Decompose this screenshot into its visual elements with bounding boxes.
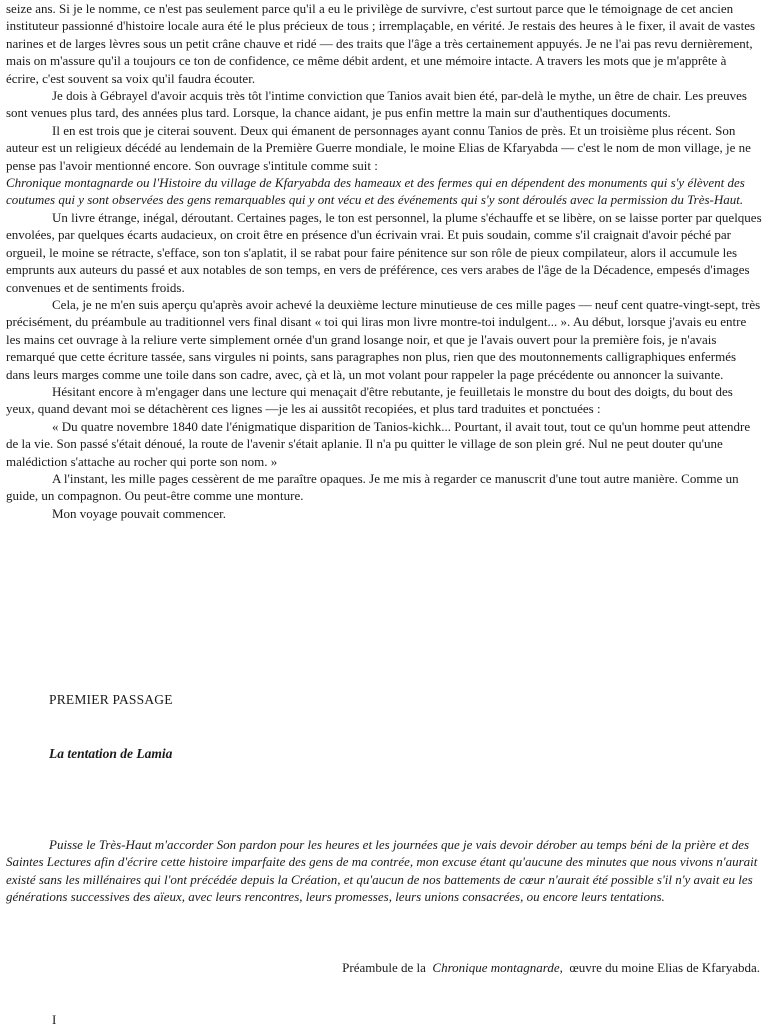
epigraph-source (342, 960, 760, 976)
chapter-number: I (52, 1012, 57, 1027)
quotation: « Du quatre novembre 1840 date l'énigmatique disparition de Tanios-kichk... Pourtant, il avait tout, tout ce qu'un homme peut attendre de la vie. Son passé s'était dénoué, la route de l'avenir s'était aplanie. Il n'a pu quitter le village de son plein gré. Nul ne peut douter qu'une malédiction s'attache au rocher qui porte son nom. » (6, 418, 751, 469)
paragraph: Je dois à Gébrayel d'avoir acquis très tôt l'intime conviction que Tanios avait bien été, par-delà le mythe, un être de chair. Les preuves sont venues plus tard, des années plus tard. Lorsque, la chance aidant, je pus enfin mettre la main sur d'authentiques documents. (6, 88, 747, 121)
source-suffix: œuvre du moine Elias de Kfaryabda. (569, 960, 760, 975)
paragraph: Il en est trois que je citerai souvent. Deux qui émanent de personnages ayant connu Tanios de près. Et un troisième plus récent. Son auteur est un religieux décédé au lendemain de la Première Guerre mondiale, le moine Elias de Kfaryabda — c'est le nom de mon village, je ne pense pas l'avoir mentionné encore. Son ouvrage s'intitule comme suit : (6, 122, 751, 173)
source-prefix: Préambule de la (342, 960, 426, 975)
paragraph: Hésitant encore à m'engager dans une lecture qui menaçait d'être rebutante, je feuilletais le monstre du bout des doigts, du bout des yeux, quand devant moi se détachèrent ces lignes —je les ai aussitôt recopiées, et plus tard traduites et ponctuées : (6, 383, 733, 417)
paragraph: Mon voyage pouvait commencer. (52, 505, 227, 521)
paragraph: Cela, je ne m'en suis aperçu qu'après avoir achevé la deuxième lecture minutieuse de ces mille pages — neuf cent quatre-vingt-sept, très précisément, du préambule au traditionnel vers final disant « toi qui liras mon livre montre-toi indulgent... ». Au début, lorsque j'avais eu entre les mains cet ouvrage à la reliure verte simplement ornée d'un grand losange noir, et que je l'avais ouvert pour la première fois, je n'avais remarqué que cette écriture tassée, sans virgules ni points, sans paragraphes non plus, rien que des moutonnements calligraphiques enfermés dans leurs marges comme une toile dans son cadre, avec, çà et là, un mot volant pour rappeler la page précédente ou annoncer la suivante. (6, 296, 761, 382)
chapter-title: La tentation de Lamia (49, 746, 173, 761)
section-title: PREMIER PASSAGE (49, 692, 173, 707)
epigraph: Puisse le Très-Haut m'accorder Son pardon pour les heures et les journées que je vais devoir dérober au temps béni de la prière et des Saintes Lectures afin d'écrire cette histoire imparfaite des gens de ma contrée, mon excuse étant qu'aucune des minutes que nous vivons n'aurait existé sans les millénaires qui l'ont précédée depuis la Création, et qu'aucun de nos battements de cœur n'aurait été possible s'il n'y avait eu les générations successives des aïeux, avec leurs rencontres, leurs promesses, leurs unions consacrées, ou encore leurs tentations. (6, 837, 758, 905)
paragraph: A l'instant, les mille pages cessèrent de me paraître opaques. Je me mis à regarder ce manuscrit d'une tout autre manière. Comme un guide, un compagnon. Ou peut-être comme une monture. (6, 470, 739, 504)
source-work: Chronique montagnarde, (432, 960, 563, 975)
document-page (6, 0, 762, 522)
body-text (6, 0, 762, 522)
paragraph: Un livre étrange, inégal, déroutant. Certaines pages, le ton est personnel, la plume s'échauffe et se libère, on se laisse porter par quelques envolées, par quelques écarts audacieux, on croit être en présence d'un écrivain vrai. Et puis soudain, comme s'il craignait d'avoir péché par orgueil, le moine se rétracte, s'efface, son ton s'aplatit, il se rabat pour faire pénitence sur son rôle de pieux compilateur, alors il accumule les emprunts aux auteurs du passé et aux notables de son temps, en vers de préférence, ces vers arabes de l'âge de la Décadence, empesés d'images convenues et de sentiments froids. (6, 209, 762, 295)
paragraph: seize ans. Si je le nomme, ce n'est pas seulement parce qu'il a eu le privilège de survivre, c'est surtout parce que le témoignage de cet ancien instituteur passionné d'histoire locale aura été le plus précieux de tous ; irremplaçable, en vérité. Je restais des heures à le fixer, il avait de vastes narines et de larges lèvres sous un petit crâne chauve et ridé — des traits que l'âge a très certainement appuyés. Je ne l'ai pas revu dernièrement, mais on m'assure qu'il a toujours ce ton de confidence, ce même débit ardent, et une mémoire intacte. A travers les mots que je m'apprête à écrire, c'est souvent sa voix qu'il faudra écouter. (6, 1, 756, 86)
book-title: Chronique montagnarde ou l'Histoire du village de Kfaryabda des hameaux et des fermes qui en dépendent des monuments qui s'y élèvent des coutumes qui y sont observées des gens remarquables qui y ont vécu et des événements qui s'y sont déroulés avec la permission du Très-Haut. (6, 175, 745, 208)
